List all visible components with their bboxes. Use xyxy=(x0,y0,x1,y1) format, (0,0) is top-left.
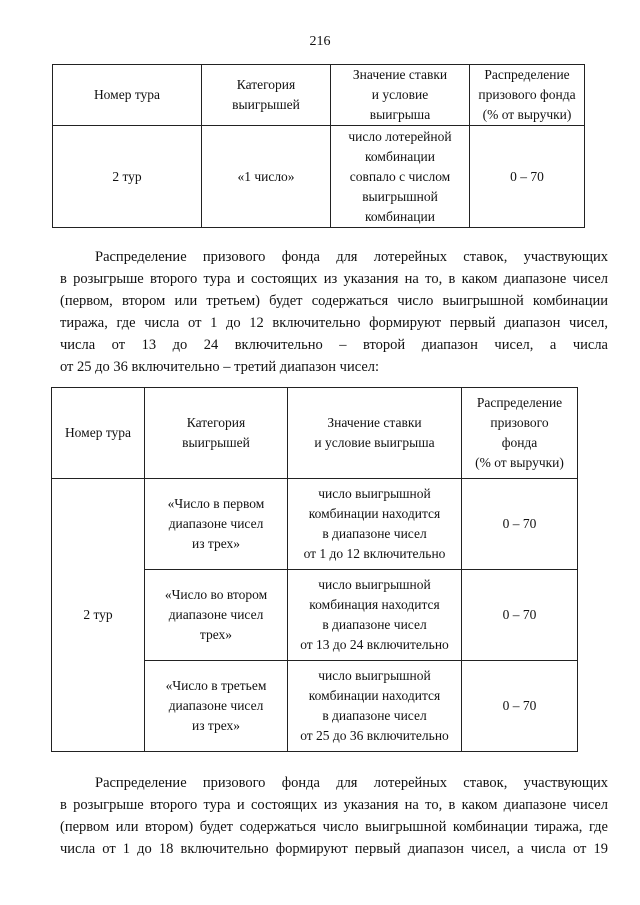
cell-distribution: 0 – 70 xyxy=(462,570,578,661)
cell-line: «Число в третьем xyxy=(165,678,267,693)
header-line: Категория xyxy=(186,415,246,430)
cell-distribution: 0 – 70 xyxy=(462,661,578,752)
header-distribution xyxy=(462,388,578,479)
header-line: Категория xyxy=(236,77,296,92)
header-line: Значение ставки xyxy=(327,415,422,430)
paragraph-line: числа от 1 до 18 включительно формируют первый диапазон чисел, а числа от 19 xyxy=(60,841,608,857)
header-line: выигрышей xyxy=(232,97,300,112)
cell-line: число выигрышной xyxy=(318,577,431,592)
paragraph-line: Распределение призового фонда для лотерейных ставок, участвующих xyxy=(95,775,608,791)
table-header-row xyxy=(52,388,578,479)
cell-line: в диапазоне чисел xyxy=(322,617,427,632)
header-line: призового xyxy=(490,415,549,430)
header-line: и условие xyxy=(371,87,429,102)
cell-line: диапазоне чисел xyxy=(168,516,264,531)
header-condition xyxy=(331,65,470,126)
header-category xyxy=(145,388,288,479)
cell-line: диапазоне чисел xyxy=(168,607,264,622)
cell-category xyxy=(145,661,288,752)
cell-category: «1 число» xyxy=(202,126,331,228)
cell-line: «Число в первом xyxy=(167,496,265,511)
cell-line: в диапазоне чисел xyxy=(322,526,427,541)
cell-condition xyxy=(331,126,470,228)
cell-line: число выигрышной xyxy=(318,668,431,683)
table-row xyxy=(52,479,578,570)
cell-line: трех» xyxy=(199,627,233,642)
paragraph-line: (первом, втором или третьем) будет содержаться число выигрышной комбинации xyxy=(60,293,608,309)
header-condition xyxy=(288,388,462,479)
header-line: призового фонда xyxy=(478,87,576,102)
cell-distribution: 0 – 70 xyxy=(462,479,578,570)
cell-line: комбинация находится xyxy=(309,597,440,612)
cell-distribution: 0 – 70 xyxy=(470,126,585,228)
header-line: фонда xyxy=(501,435,538,450)
cell-line: диапазоне чисел xyxy=(168,698,264,713)
paragraph-2 xyxy=(60,772,608,860)
paragraph-line: тиража, где числа от 1 до 12 включительно формируют первый диапазон чисел, xyxy=(60,315,608,331)
cell-line: совпало с числом xyxy=(349,168,451,184)
paragraph-line: (первом или втором) будет содержаться число выигрышной комбинации тиража, где xyxy=(60,819,608,835)
prize-table-1 xyxy=(52,64,585,228)
header-line: Распределение xyxy=(476,395,563,410)
table-row xyxy=(53,126,585,228)
cell-tour: 2 тур xyxy=(53,126,202,228)
cell-condition xyxy=(288,570,462,661)
header-tour: Номер тура xyxy=(53,65,202,126)
header-line: выигрышей xyxy=(182,435,250,450)
cell-line: из трех» xyxy=(191,718,241,733)
cell-category xyxy=(145,570,288,661)
header-line: и условие выигрыша xyxy=(314,435,435,450)
paragraph-1 xyxy=(60,246,608,378)
page-number: 216 xyxy=(309,34,331,49)
cell-line: комбинации находится xyxy=(308,688,441,703)
cell-line: из трех» xyxy=(191,536,241,551)
header-tour: Номер тура xyxy=(52,388,145,479)
cell-line: число лотерейной xyxy=(348,128,452,144)
prize-table-2 xyxy=(51,387,578,752)
header-line: Распределение xyxy=(484,67,570,82)
paragraph-line: от 25 до 36 включительно – третий диапазон чисел: xyxy=(60,359,380,375)
cell-line: от 1 до 12 включительно xyxy=(303,546,446,561)
cell-line: от 25 до 36 включительно xyxy=(300,728,449,743)
cell-line: комбинации находится xyxy=(308,506,441,521)
cell-line: комбинации xyxy=(365,208,435,224)
cell-line: «Число во втором xyxy=(164,587,268,602)
header-line: (% от выручки) xyxy=(482,107,572,122)
cell-condition xyxy=(288,479,462,570)
paragraph-line: числа от 13 до 24 включительно – второй диапазон чисел, а числа xyxy=(60,337,608,353)
cell-line: в диапазоне чисел xyxy=(322,708,427,723)
header-line: Значение ставки xyxy=(352,67,448,82)
cell-line: число выигрышной xyxy=(318,486,431,501)
cell-category xyxy=(145,479,288,570)
cell-line: выигрышной xyxy=(362,188,438,204)
paragraph-line: в розыгрыше второго тура и состоящих из указания на то, в каком диапазоне чисел xyxy=(60,797,608,813)
paragraph-line: Распределение призового фонда для лотерейных ставок, участвующих xyxy=(95,249,608,265)
cell-line: комбинации xyxy=(365,148,435,164)
cell-line: от 13 до 24 включительно xyxy=(300,637,449,652)
paragraph-line: в розыгрыше второго тура и состоящих из указания на то, в каком диапазоне чисел xyxy=(60,271,608,287)
cell-tour: 2 тур xyxy=(52,479,145,752)
header-category xyxy=(202,65,331,126)
header-line: (% от выручки) xyxy=(475,455,564,470)
cell-condition xyxy=(288,661,462,752)
header-line: выигрыша xyxy=(369,107,431,122)
header-distribution xyxy=(470,65,585,126)
table-header-row xyxy=(53,65,585,126)
